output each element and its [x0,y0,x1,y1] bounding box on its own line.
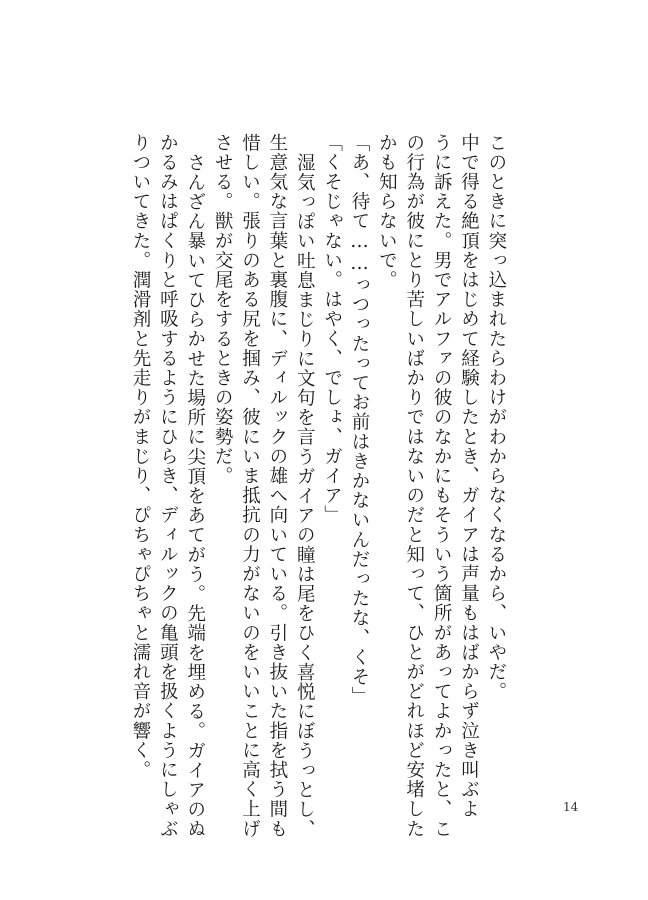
text-line: このときに突っ込まれたらわけがわからなくなるから、いやだ。 [485,133,507,702]
page-number: 14 [563,800,579,814]
text-line: さんざん暴いてひらかせた場所に尖頂をあてがう。先端を埋める。ガイアのぬ [184,153,206,839]
dialogue-line: 「あ、待て……っつったってお前はきかないんだったな、くそ」 [349,133,370,707]
text-line: の行為が彼にとり苦しいばかりではないのだと知って、ひとがどれほど安堵した [403,133,425,839]
text-line: させる。獣が交尾をするときの姿勢だ。 [212,133,234,486]
text-line: うに訴えた。男でアルファの彼のなかにもそういう箇所があってよかったと、こ [431,133,453,839]
text-line: かるみはぱくりと呼吸するようにひらき、ディルックの亀頭を扱くようにしゃぶ [157,133,179,839]
text-line: 湿気っぽい吐息まじりに文句を言うガイアの瞳は尾をひく喜悦にぼうっとし、 [294,153,316,839]
text-line: 生意気な言葉と裏腹に、ディルックの雄へ向いている。引き抜いた指を拭う間も [266,133,288,839]
text-line: 中で得る絶頂をはじめて経験したとき、ガイアは声量もはばからず泣き叫ぶよ [458,133,480,819]
text-line: 惜しい。張りのある尻を掴み、彼にいま抵抗の力がないのをいいことに高く上げ [239,133,261,839]
vertical-text-body [128,133,508,839]
text-line: りついてきた。潤滑剤と先走りがまじり、ぴちゃぴちゃと濡れ音が響く。 [130,133,151,780]
text-line: かも知らないで。 [376,133,398,290]
dialogue-line: 「くそじゃない。はやく、でしょ、ガイア」 [321,133,343,525]
